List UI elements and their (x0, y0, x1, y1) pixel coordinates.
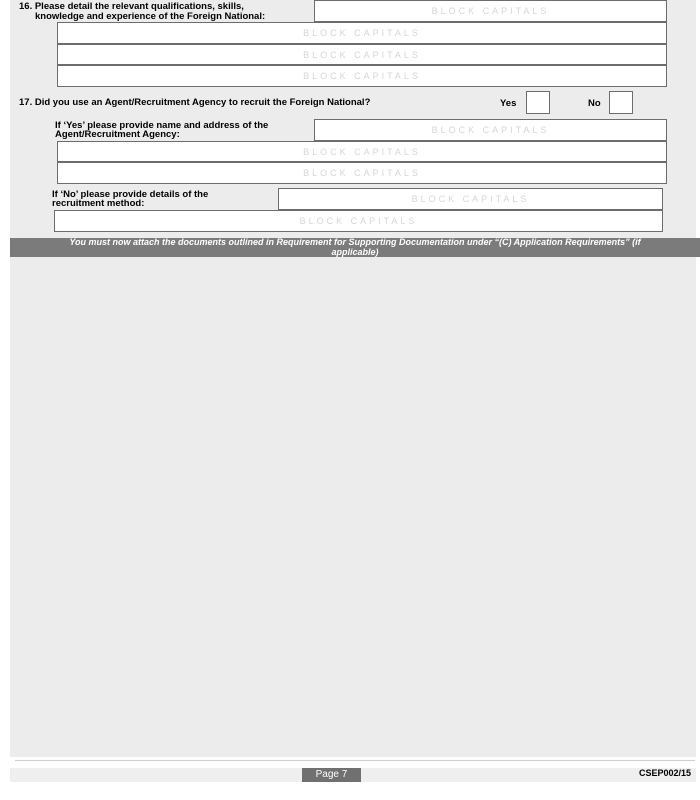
q16-field-4[interactable] (57, 65, 667, 87)
attachment-notice (10, 238, 700, 257)
no-checkbox[interactable] (609, 91, 633, 114)
page-number: Page 7 (302, 768, 361, 782)
question-17-label: 17. Did you use an Agent/Recruitment Agency to recruit the Foreign National? (19, 97, 371, 108)
form-code: CSEP002/15 (638, 768, 691, 778)
if-yes-line2: Agent/Recruitment Agency: (55, 129, 180, 140)
q16-field-3-placeholder: BLOCK CAPITALS (303, 49, 421, 60)
q16-field-3[interactable] (57, 44, 667, 65)
notice-line1: You must now attach the documents outlined in Requirement for Supporting Documentation under “(C) Application Requirements” (if (69, 237, 641, 247)
footer-divider (15, 760, 695, 761)
no-label: No (588, 98, 601, 109)
form-background (10, 0, 696, 757)
question-16-line1: 16. Please detail the relevant qualifications, skills, (19, 1, 244, 12)
method-field-1[interactable] (278, 188, 663, 210)
question-16-line2: knowledge and experience of the Foreign National: (35, 11, 266, 22)
question-16-label (19, 2, 265, 22)
agency-field-1[interactable] (314, 119, 667, 141)
q16-field-4-placeholder: BLOCK CAPITALS (303, 71, 421, 81)
yes-checkbox[interactable] (526, 91, 550, 114)
agency-field-1-placeholder: BLOCK CAPITALS (431, 125, 550, 135)
q16-field-1[interactable] (314, 0, 667, 22)
q16-field-2[interactable] (57, 22, 667, 44)
agency-field-3-placeholder: BLOCK CAPITALS (303, 168, 421, 178)
agency-field-2[interactable] (57, 141, 667, 162)
notice-line2: applicable) (331, 246, 379, 257)
method-field-2[interactable] (54, 210, 663, 232)
q16-field-1-placeholder: BLOCK CAPITALS (431, 6, 550, 16)
agency-field-2-placeholder: BLOCK CAPITALS (303, 146, 421, 157)
if-yes-label (55, 121, 268, 139)
if-no-label (52, 190, 208, 208)
q16-field-2-placeholder: BLOCK CAPITALS (303, 28, 421, 38)
method-field-1-placeholder: BLOCK CAPITALS (411, 194, 530, 204)
if-yes-line1: If ‘Yes’ please provide name and address of the (55, 120, 269, 131)
if-no-line2: recruitment method: (52, 198, 145, 209)
if-no-line1: If ‘No’ please provide details of the (52, 189, 209, 200)
agency-field-3[interactable] (57, 162, 667, 184)
yes-label: Yes (500, 98, 517, 109)
method-field-2-placeholder: BLOCK CAPITALS (299, 216, 418, 226)
